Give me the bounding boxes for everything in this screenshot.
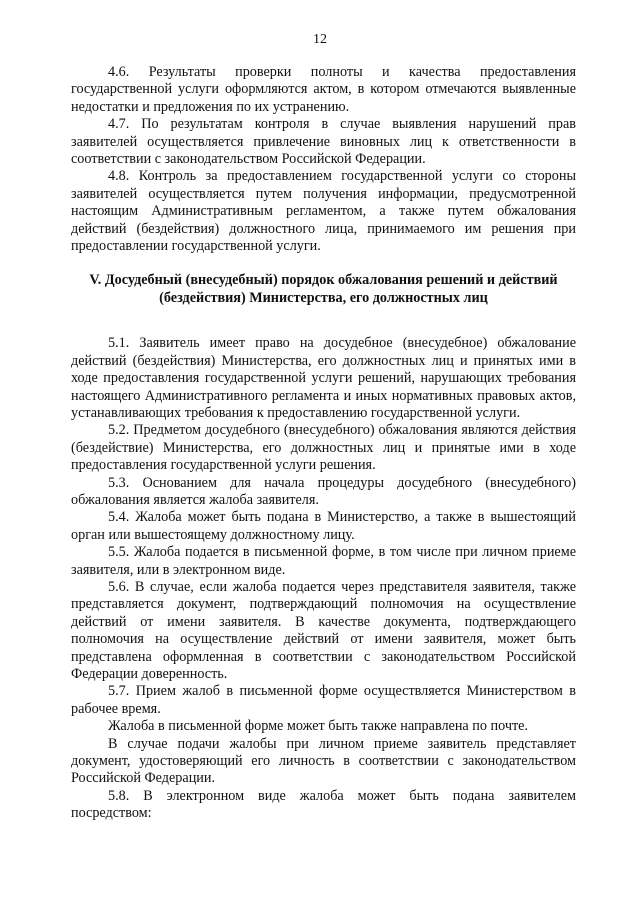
paragraph-personal-reception: В случае подачи жалобы при личном приеме заявитель представляет документ, удостоверяющий его личность в соответствии с законодательством Российской Федерации. [71,735,576,787]
paragraph-4-6: 4.6. Результаты проверки полноты и качества предоставления государственной услуги оформляются актом, в котором отмечаются выявленные недостатки и предложения по их устранению. [71,64,576,115]
paragraph-5-3: 5.3. Основанием для начала процедуры досудебного (внесудебного) обжалования является жалоба заявителя. [71,474,576,508]
page-content [71,64,576,823]
paragraph-5-6: 5.6. В случае, если жалоба подается через представителя заявителя, также представляется документ, подтверждающий полномочия на осуществление действий от имени заявителя. В качестве документа, подтверждающего полномочия на осуществление действий от имени заявителя, может быть представлена оформленная в соответствии с законодательством Российской Федерации доверенность. [71,578,576,682]
paragraph-5-1: 5.1. Заявитель имеет право на досудебное (внесудебное) обжалование действий (бездействия) Министерства, его должностных лиц и принятых ими в ходе предоставления государственной услуги решений, нарушающих требования настоящего Административного регламента и иных нормативных правовых актов, устанавливающих требования к предоставлению государственной услуги. [71,335,576,421]
paragraph-5-5: 5.5. Жалоба подается в письменной форме, в том числе при личном приеме заявителя, или в электронном виде. [71,544,576,578]
paragraph-postal: Жалоба в письменной форме может быть также направлена по почте. [108,718,529,735]
paragraph-5-4: 5.4. Жалоба может быть подана в Министерство, а также в вышестоящий орган или вышестоящему должностному лицу. [71,509,576,543]
section-title: V. Досудебный (внесудебный) порядок обжалования решений и действий (бездействия) Министерства, его должностных лиц [89,272,558,306]
paragraph-5-8: 5.8. В электронном виде жалоба может быть подана заявителем посредством: [71,787,576,822]
paragraph-5-2: 5.2. Предметом досудебного (внесудебного) обжалования являются действия (бездействие) Министерства, его должностных лиц и принятые ими в ходе предоставления государственной услуги решения. [71,422,576,474]
paragraph-4-8: 4.8. Контроль за предоставлением государственной услуги со стороны заявителей осуществляется путем получения информации, предусмотренной настоящим Административным регламентом, а также путем обжалования действий (бездействия) должностного лица, принимаемого им решения при предоставлении государственной услуги. [71,168,576,255]
paragraph-5-7: 5.7. Прием жалоб в письменной форме осуществляется Министерством в рабочее время. [71,683,576,717]
page-number: 12 [313,32,327,47]
paragraph-4-7: 4.7. По результатам контроля в случае выявления нарушений прав заявителей осуществляется привлечение виновных лиц к ответственности в соответствии с законодательством Российской Федерации. [71,116,576,168]
